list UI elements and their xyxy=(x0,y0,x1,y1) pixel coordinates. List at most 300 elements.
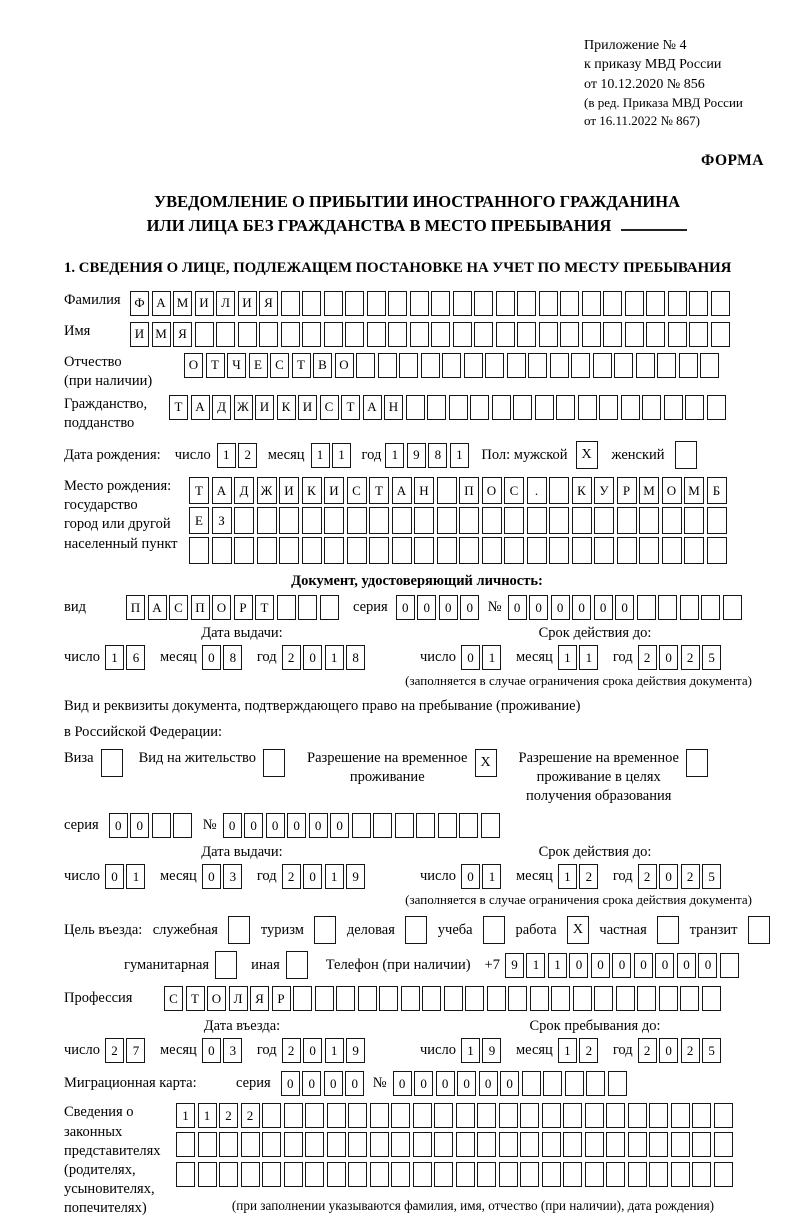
char-cell[interactable] xyxy=(474,291,493,316)
char-cell[interactable] xyxy=(257,507,277,534)
char-cell[interactable] xyxy=(422,986,441,1011)
char-cell[interactable]: 8 xyxy=(346,645,365,670)
rvp-issue-day-cells[interactable] xyxy=(105,864,148,889)
char-cell[interactable] xyxy=(617,507,637,534)
char-cell[interactable] xyxy=(410,291,429,316)
char-cell[interactable] xyxy=(649,1103,668,1128)
char-cell[interactable] xyxy=(437,477,457,504)
char-cell[interactable] xyxy=(477,1132,496,1157)
char-cell[interactable]: О xyxy=(482,477,502,504)
char-cell[interactable] xyxy=(637,595,656,620)
char-cell[interactable] xyxy=(616,986,635,1011)
char-cell[interactable]: 2 xyxy=(579,864,598,889)
char-cell[interactable] xyxy=(302,507,322,534)
char-cell[interactable] xyxy=(642,395,661,420)
char-cell[interactable] xyxy=(464,353,483,378)
char-cell[interactable]: Д xyxy=(234,477,254,504)
char-cell[interactable] xyxy=(617,537,637,564)
representatives-cells-row3[interactable] xyxy=(176,1162,735,1187)
char-cell[interactable] xyxy=(539,291,558,316)
char-cell[interactable] xyxy=(189,537,209,564)
char-cell[interactable] xyxy=(470,395,489,420)
char-cell[interactable] xyxy=(551,986,570,1011)
char-cell[interactable] xyxy=(625,322,644,347)
char-cell[interactable] xyxy=(367,322,386,347)
char-cell[interactable] xyxy=(241,1132,260,1157)
stay-year-cells[interactable] xyxy=(638,1038,724,1063)
char-cell[interactable]: 0 xyxy=(461,864,480,889)
char-cell[interactable]: П xyxy=(191,595,210,620)
char-cell[interactable] xyxy=(324,507,344,534)
char-cell[interactable]: А xyxy=(392,477,412,504)
char-cell[interactable] xyxy=(388,291,407,316)
char-cell[interactable] xyxy=(370,1162,389,1187)
char-cell[interactable] xyxy=(530,986,549,1011)
passport-valid-month-cells[interactable] xyxy=(558,645,601,670)
birth-month-cells[interactable] xyxy=(311,443,354,468)
char-cell[interactable] xyxy=(520,1103,539,1128)
char-cell[interactable] xyxy=(603,291,622,316)
char-cell[interactable]: 0 xyxy=(612,953,631,978)
char-cell[interactable]: 0 xyxy=(417,595,436,620)
representatives-cells-row2[interactable] xyxy=(176,1132,735,1157)
char-cell[interactable]: 1 xyxy=(176,1103,195,1128)
char-cell[interactable]: 0 xyxy=(655,953,674,978)
char-cell[interactable] xyxy=(707,395,726,420)
char-cell[interactable] xyxy=(453,291,472,316)
char-cell[interactable]: 0 xyxy=(244,813,263,838)
char-cell[interactable]: Т xyxy=(206,353,225,378)
char-cell[interactable]: Н xyxy=(414,477,434,504)
char-cell[interactable] xyxy=(228,916,250,944)
char-cell[interactable]: 0 xyxy=(436,1071,455,1096)
char-cell[interactable]: 0 xyxy=(460,595,479,620)
birth-place-cells-row1[interactable] xyxy=(189,477,729,504)
char-cell[interactable] xyxy=(539,322,558,347)
char-cell[interactable] xyxy=(459,537,479,564)
char-cell[interactable]: Т xyxy=(169,395,188,420)
char-cell[interactable] xyxy=(262,1103,281,1128)
representatives-cells-row1[interactable] xyxy=(176,1103,735,1128)
char-cell[interactable] xyxy=(563,1132,582,1157)
char-cell[interactable] xyxy=(401,986,420,1011)
char-cell[interactable]: С xyxy=(164,986,183,1011)
char-cell[interactable]: Р xyxy=(617,477,637,504)
stay-day-cells[interactable] xyxy=(461,1038,504,1063)
char-cell[interactable] xyxy=(416,813,435,838)
char-cell[interactable] xyxy=(427,395,446,420)
char-cell[interactable]: 8 xyxy=(428,443,447,468)
char-cell[interactable] xyxy=(720,953,739,978)
char-cell[interactable]: 0 xyxy=(659,645,678,670)
char-cell[interactable] xyxy=(692,1162,711,1187)
char-cell[interactable]: М xyxy=(152,322,171,347)
char-cell[interactable]: 9 xyxy=(505,953,524,978)
char-cell[interactable] xyxy=(527,507,547,534)
char-cell[interactable]: К xyxy=(572,477,592,504)
char-cell[interactable] xyxy=(101,749,123,777)
char-cell[interactable] xyxy=(324,322,343,347)
char-cell[interactable] xyxy=(444,986,463,1011)
char-cell[interactable] xyxy=(649,1132,668,1157)
char-cell[interactable] xyxy=(234,507,254,534)
char-cell[interactable] xyxy=(499,1132,518,1157)
char-cell[interactable] xyxy=(391,1132,410,1157)
profession-cells[interactable] xyxy=(164,986,723,1011)
char-cell[interactable] xyxy=(238,322,257,347)
char-cell[interactable]: 8 xyxy=(223,645,242,670)
char-cell[interactable] xyxy=(281,291,300,316)
char-cell[interactable]: X xyxy=(475,749,497,777)
char-cell[interactable]: 2 xyxy=(282,645,301,670)
char-cell[interactable] xyxy=(689,291,708,316)
char-cell[interactable]: 0 xyxy=(309,813,328,838)
char-cell[interactable] xyxy=(606,1132,625,1157)
char-cell[interactable] xyxy=(314,916,336,944)
char-cell[interactable]: 5 xyxy=(702,1038,721,1063)
doc-series-cells[interactable] xyxy=(396,595,482,620)
char-cell[interactable]: С xyxy=(320,395,339,420)
char-cell[interactable]: 0 xyxy=(105,864,124,889)
char-cell[interactable] xyxy=(499,1162,518,1187)
char-cell[interactable] xyxy=(399,353,418,378)
rvp-valid-day-cells[interactable] xyxy=(461,864,504,889)
char-cell[interactable] xyxy=(456,1162,475,1187)
char-cell[interactable] xyxy=(482,507,502,534)
char-cell[interactable] xyxy=(176,1162,195,1187)
char-cell[interactable] xyxy=(499,1103,518,1128)
char-cell[interactable] xyxy=(659,986,678,1011)
char-cell[interactable]: 0 xyxy=(594,595,613,620)
char-cell[interactable] xyxy=(305,1132,324,1157)
char-cell[interactable] xyxy=(680,986,699,1011)
char-cell[interactable]: 1 xyxy=(105,645,124,670)
char-cell[interactable]: 9 xyxy=(407,443,426,468)
char-cell[interactable] xyxy=(442,353,461,378)
char-cell[interactable] xyxy=(284,1162,303,1187)
char-cell[interactable]: 0 xyxy=(659,864,678,889)
char-cell[interactable] xyxy=(373,813,392,838)
char-cell[interactable] xyxy=(465,986,484,1011)
char-cell[interactable] xyxy=(594,986,613,1011)
char-cell[interactable]: С xyxy=(169,595,188,620)
char-cell[interactable] xyxy=(421,353,440,378)
char-cell[interactable] xyxy=(324,537,344,564)
char-cell[interactable]: 0 xyxy=(130,813,149,838)
char-cell[interactable] xyxy=(507,353,526,378)
char-cell[interactable] xyxy=(680,595,699,620)
char-cell[interactable]: 2 xyxy=(681,864,700,889)
char-cell[interactable] xyxy=(347,507,367,534)
char-cell[interactable] xyxy=(748,916,770,944)
char-cell[interactable]: 0 xyxy=(551,595,570,620)
char-cell[interactable] xyxy=(578,395,597,420)
char-cell[interactable]: 0 xyxy=(345,1071,364,1096)
char-cell[interactable] xyxy=(327,1132,346,1157)
char-cell[interactable]: Я xyxy=(250,986,269,1011)
char-cell[interactable]: Е xyxy=(189,507,209,534)
char-cell[interactable] xyxy=(305,1103,324,1128)
char-cell[interactable]: 1 xyxy=(558,645,577,670)
char-cell[interactable]: . xyxy=(527,477,547,504)
char-cell[interactable] xyxy=(474,322,493,347)
rvp-issue-month-cells[interactable] xyxy=(202,864,245,889)
char-cell[interactable] xyxy=(563,1103,582,1128)
char-cell[interactable] xyxy=(212,537,232,564)
rvp-valid-month-cells[interactable] xyxy=(558,864,601,889)
char-cell[interactable] xyxy=(689,322,708,347)
char-cell[interactable] xyxy=(284,1132,303,1157)
char-cell[interactable] xyxy=(723,595,742,620)
phone-cells[interactable] xyxy=(505,953,742,978)
char-cell[interactable]: 1 xyxy=(558,1038,577,1063)
char-cell[interactable]: У xyxy=(594,477,614,504)
char-cell[interactable] xyxy=(348,1162,367,1187)
char-cell[interactable]: 2 xyxy=(681,645,700,670)
char-cell[interactable]: С xyxy=(504,477,524,504)
char-cell[interactable] xyxy=(522,1071,541,1096)
char-cell[interactable] xyxy=(369,537,389,564)
char-cell[interactable]: 2 xyxy=(282,864,301,889)
char-cell[interactable] xyxy=(336,986,355,1011)
char-cell[interactable]: О xyxy=(662,477,682,504)
char-cell[interactable]: 2 xyxy=(638,864,657,889)
mig-series-cells[interactable] xyxy=(281,1071,367,1096)
birth-place-cells-row2[interactable] xyxy=(189,507,729,534)
char-cell[interactable] xyxy=(639,537,659,564)
char-cell[interactable]: 0 xyxy=(698,953,717,978)
char-cell[interactable] xyxy=(459,813,478,838)
sex-male-checkbox[interactable] xyxy=(576,441,598,469)
char-cell[interactable]: 0 xyxy=(615,595,634,620)
char-cell[interactable] xyxy=(614,353,633,378)
char-cell[interactable] xyxy=(173,813,192,838)
char-cell[interactable]: Т xyxy=(186,986,205,1011)
char-cell[interactable]: 5 xyxy=(702,645,721,670)
char-cell[interactable]: 0 xyxy=(302,1071,321,1096)
char-cell[interactable] xyxy=(646,291,665,316)
passport-issue-year-cells[interactable] xyxy=(282,645,368,670)
char-cell[interactable] xyxy=(434,1103,453,1128)
char-cell[interactable] xyxy=(702,986,721,1011)
char-cell[interactable] xyxy=(302,291,321,316)
rvp-valid-year-cells[interactable] xyxy=(638,864,724,889)
char-cell[interactable]: Н xyxy=(384,395,403,420)
char-cell[interactable]: 2 xyxy=(282,1038,301,1063)
char-cell[interactable]: Е xyxy=(249,353,268,378)
doc-kind-cells[interactable] xyxy=(126,595,341,620)
char-cell[interactable] xyxy=(327,1103,346,1128)
passport-issue-month-cells[interactable] xyxy=(202,645,245,670)
char-cell[interactable] xyxy=(496,291,515,316)
char-cell[interactable] xyxy=(345,322,364,347)
char-cell[interactable]: И xyxy=(279,477,299,504)
char-cell[interactable] xyxy=(599,395,618,420)
mig-number-cells[interactable] xyxy=(393,1071,630,1096)
char-cell[interactable] xyxy=(707,537,727,564)
char-cell[interactable] xyxy=(437,507,457,534)
char-cell[interactable]: 1 xyxy=(325,1038,344,1063)
char-cell[interactable] xyxy=(453,322,472,347)
char-cell[interactable] xyxy=(714,1132,733,1157)
char-cell[interactable]: 2 xyxy=(241,1103,260,1128)
char-cell[interactable] xyxy=(320,595,339,620)
char-cell[interactable] xyxy=(293,986,312,1011)
char-cell[interactable]: О xyxy=(207,986,226,1011)
char-cell[interactable] xyxy=(585,1132,604,1157)
char-cell[interactable] xyxy=(219,1162,238,1187)
purpose-work-checkbox[interactable] xyxy=(567,916,589,944)
char-cell[interactable]: 0 xyxy=(287,813,306,838)
char-cell[interactable] xyxy=(542,1103,561,1128)
char-cell[interactable] xyxy=(284,1103,303,1128)
char-cell[interactable] xyxy=(369,507,389,534)
char-cell[interactable]: И xyxy=(324,477,344,504)
char-cell[interactable]: 0 xyxy=(202,864,221,889)
char-cell[interactable]: И xyxy=(238,291,257,316)
char-cell[interactable]: 0 xyxy=(500,1071,519,1096)
name-cells[interactable] xyxy=(130,322,732,347)
char-cell[interactable] xyxy=(565,1071,584,1096)
char-cell[interactable] xyxy=(262,1162,281,1187)
char-cell[interactable] xyxy=(714,1103,733,1128)
char-cell[interactable]: А xyxy=(152,291,171,316)
char-cell[interactable] xyxy=(216,322,235,347)
char-cell[interactable] xyxy=(668,291,687,316)
char-cell[interactable]: X xyxy=(576,441,598,469)
char-cell[interactable] xyxy=(496,322,515,347)
char-cell[interactable] xyxy=(550,353,569,378)
char-cell[interactable]: К xyxy=(277,395,296,420)
char-cell[interactable]: 0 xyxy=(439,595,458,620)
char-cell[interactable] xyxy=(414,507,434,534)
char-cell[interactable] xyxy=(628,1162,647,1187)
char-cell[interactable] xyxy=(413,1132,432,1157)
patronymic-cells[interactable] xyxy=(184,353,722,378)
char-cell[interactable] xyxy=(277,595,296,620)
char-cell[interactable]: Ф xyxy=(130,291,149,316)
char-cell[interactable]: 0 xyxy=(677,953,696,978)
char-cell[interactable]: В xyxy=(313,353,332,378)
birth-year-cells[interactable] xyxy=(385,443,471,468)
char-cell[interactable] xyxy=(664,395,683,420)
purpose-private-checkbox[interactable] xyxy=(657,916,679,944)
char-cell[interactable]: 0 xyxy=(414,1071,433,1096)
char-cell[interactable]: 0 xyxy=(572,595,591,620)
char-cell[interactable] xyxy=(549,537,569,564)
char-cell[interactable] xyxy=(594,507,614,534)
char-cell[interactable] xyxy=(637,986,656,1011)
stay-month-cells[interactable] xyxy=(558,1038,601,1063)
char-cell[interactable] xyxy=(485,353,504,378)
char-cell[interactable]: И xyxy=(298,395,317,420)
char-cell[interactable]: И xyxy=(255,395,274,420)
sex-female-checkbox[interactable] xyxy=(675,441,697,469)
char-cell[interactable]: 2 xyxy=(238,443,257,468)
char-cell[interactable] xyxy=(671,1132,690,1157)
char-cell[interactable] xyxy=(198,1162,217,1187)
char-cell[interactable]: 1 xyxy=(332,443,351,468)
char-cell[interactable] xyxy=(482,537,502,564)
char-cell[interactable] xyxy=(556,395,575,420)
entry-month-cells[interactable] xyxy=(202,1038,245,1063)
char-cell[interactable] xyxy=(241,1162,260,1187)
char-cell[interactable] xyxy=(621,395,640,420)
char-cell[interactable] xyxy=(549,477,569,504)
char-cell[interactable] xyxy=(628,1132,647,1157)
char-cell[interactable] xyxy=(356,353,375,378)
char-cell[interactable]: 1 xyxy=(558,864,577,889)
char-cell[interactable]: 2 xyxy=(105,1038,124,1063)
char-cell[interactable] xyxy=(391,1103,410,1128)
char-cell[interactable]: 1 xyxy=(385,443,404,468)
char-cell[interactable] xyxy=(492,395,511,420)
char-cell[interactable] xyxy=(176,1132,195,1157)
char-cell[interactable]: Л xyxy=(229,986,248,1011)
char-cell[interactable]: 0 xyxy=(529,595,548,620)
char-cell[interactable] xyxy=(392,537,412,564)
char-cell[interactable]: 0 xyxy=(591,953,610,978)
char-cell[interactable] xyxy=(572,537,592,564)
char-cell[interactable] xyxy=(657,916,679,944)
char-cell[interactable]: 9 xyxy=(482,1038,501,1063)
char-cell[interactable]: 0 xyxy=(479,1071,498,1096)
char-cell[interactable] xyxy=(658,595,677,620)
char-cell[interactable]: 1 xyxy=(325,864,344,889)
char-cell[interactable]: 1 xyxy=(198,1103,217,1128)
char-cell[interactable] xyxy=(413,1162,432,1187)
char-cell[interactable]: И xyxy=(195,291,214,316)
char-cell[interactable]: Б xyxy=(707,477,727,504)
char-cell[interactable] xyxy=(370,1103,389,1128)
char-cell[interactable]: 1 xyxy=(579,645,598,670)
char-cell[interactable] xyxy=(456,1103,475,1128)
char-cell[interactable] xyxy=(410,322,429,347)
char-cell[interactable]: 0 xyxy=(457,1071,476,1096)
char-cell[interactable] xyxy=(198,1132,217,1157)
char-cell[interactable] xyxy=(481,813,500,838)
char-cell[interactable]: Р xyxy=(234,595,253,620)
char-cell[interactable]: 0 xyxy=(303,1038,322,1063)
char-cell[interactable] xyxy=(582,322,601,347)
char-cell[interactable] xyxy=(671,1162,690,1187)
char-cell[interactable] xyxy=(520,1162,539,1187)
char-cell[interactable] xyxy=(513,395,532,420)
char-cell[interactable]: 0 xyxy=(634,953,653,978)
char-cell[interactable]: 0 xyxy=(396,595,415,620)
char-cell[interactable] xyxy=(195,322,214,347)
char-cell[interactable] xyxy=(701,595,720,620)
char-cell[interactable] xyxy=(483,916,505,944)
residence-permit-checkbox[interactable] xyxy=(263,749,285,777)
char-cell[interactable]: 1 xyxy=(311,443,330,468)
char-cell[interactable] xyxy=(585,1162,604,1187)
char-cell[interactable]: П xyxy=(459,477,479,504)
char-cell[interactable]: 0 xyxy=(461,645,480,670)
purpose-business-checkbox[interactable] xyxy=(405,916,427,944)
purpose-humanitarian-checkbox[interactable] xyxy=(215,951,237,979)
char-cell[interactable] xyxy=(367,291,386,316)
char-cell[interactable] xyxy=(487,986,506,1011)
passport-valid-day-cells[interactable] xyxy=(461,645,504,670)
char-cell[interactable]: 0 xyxy=(109,813,128,838)
char-cell[interactable]: К xyxy=(302,477,322,504)
char-cell[interactable]: 7 xyxy=(126,1038,145,1063)
char-cell[interactable] xyxy=(594,537,614,564)
char-cell[interactable] xyxy=(431,322,450,347)
char-cell[interactable] xyxy=(692,1103,711,1128)
char-cell[interactable] xyxy=(684,507,704,534)
